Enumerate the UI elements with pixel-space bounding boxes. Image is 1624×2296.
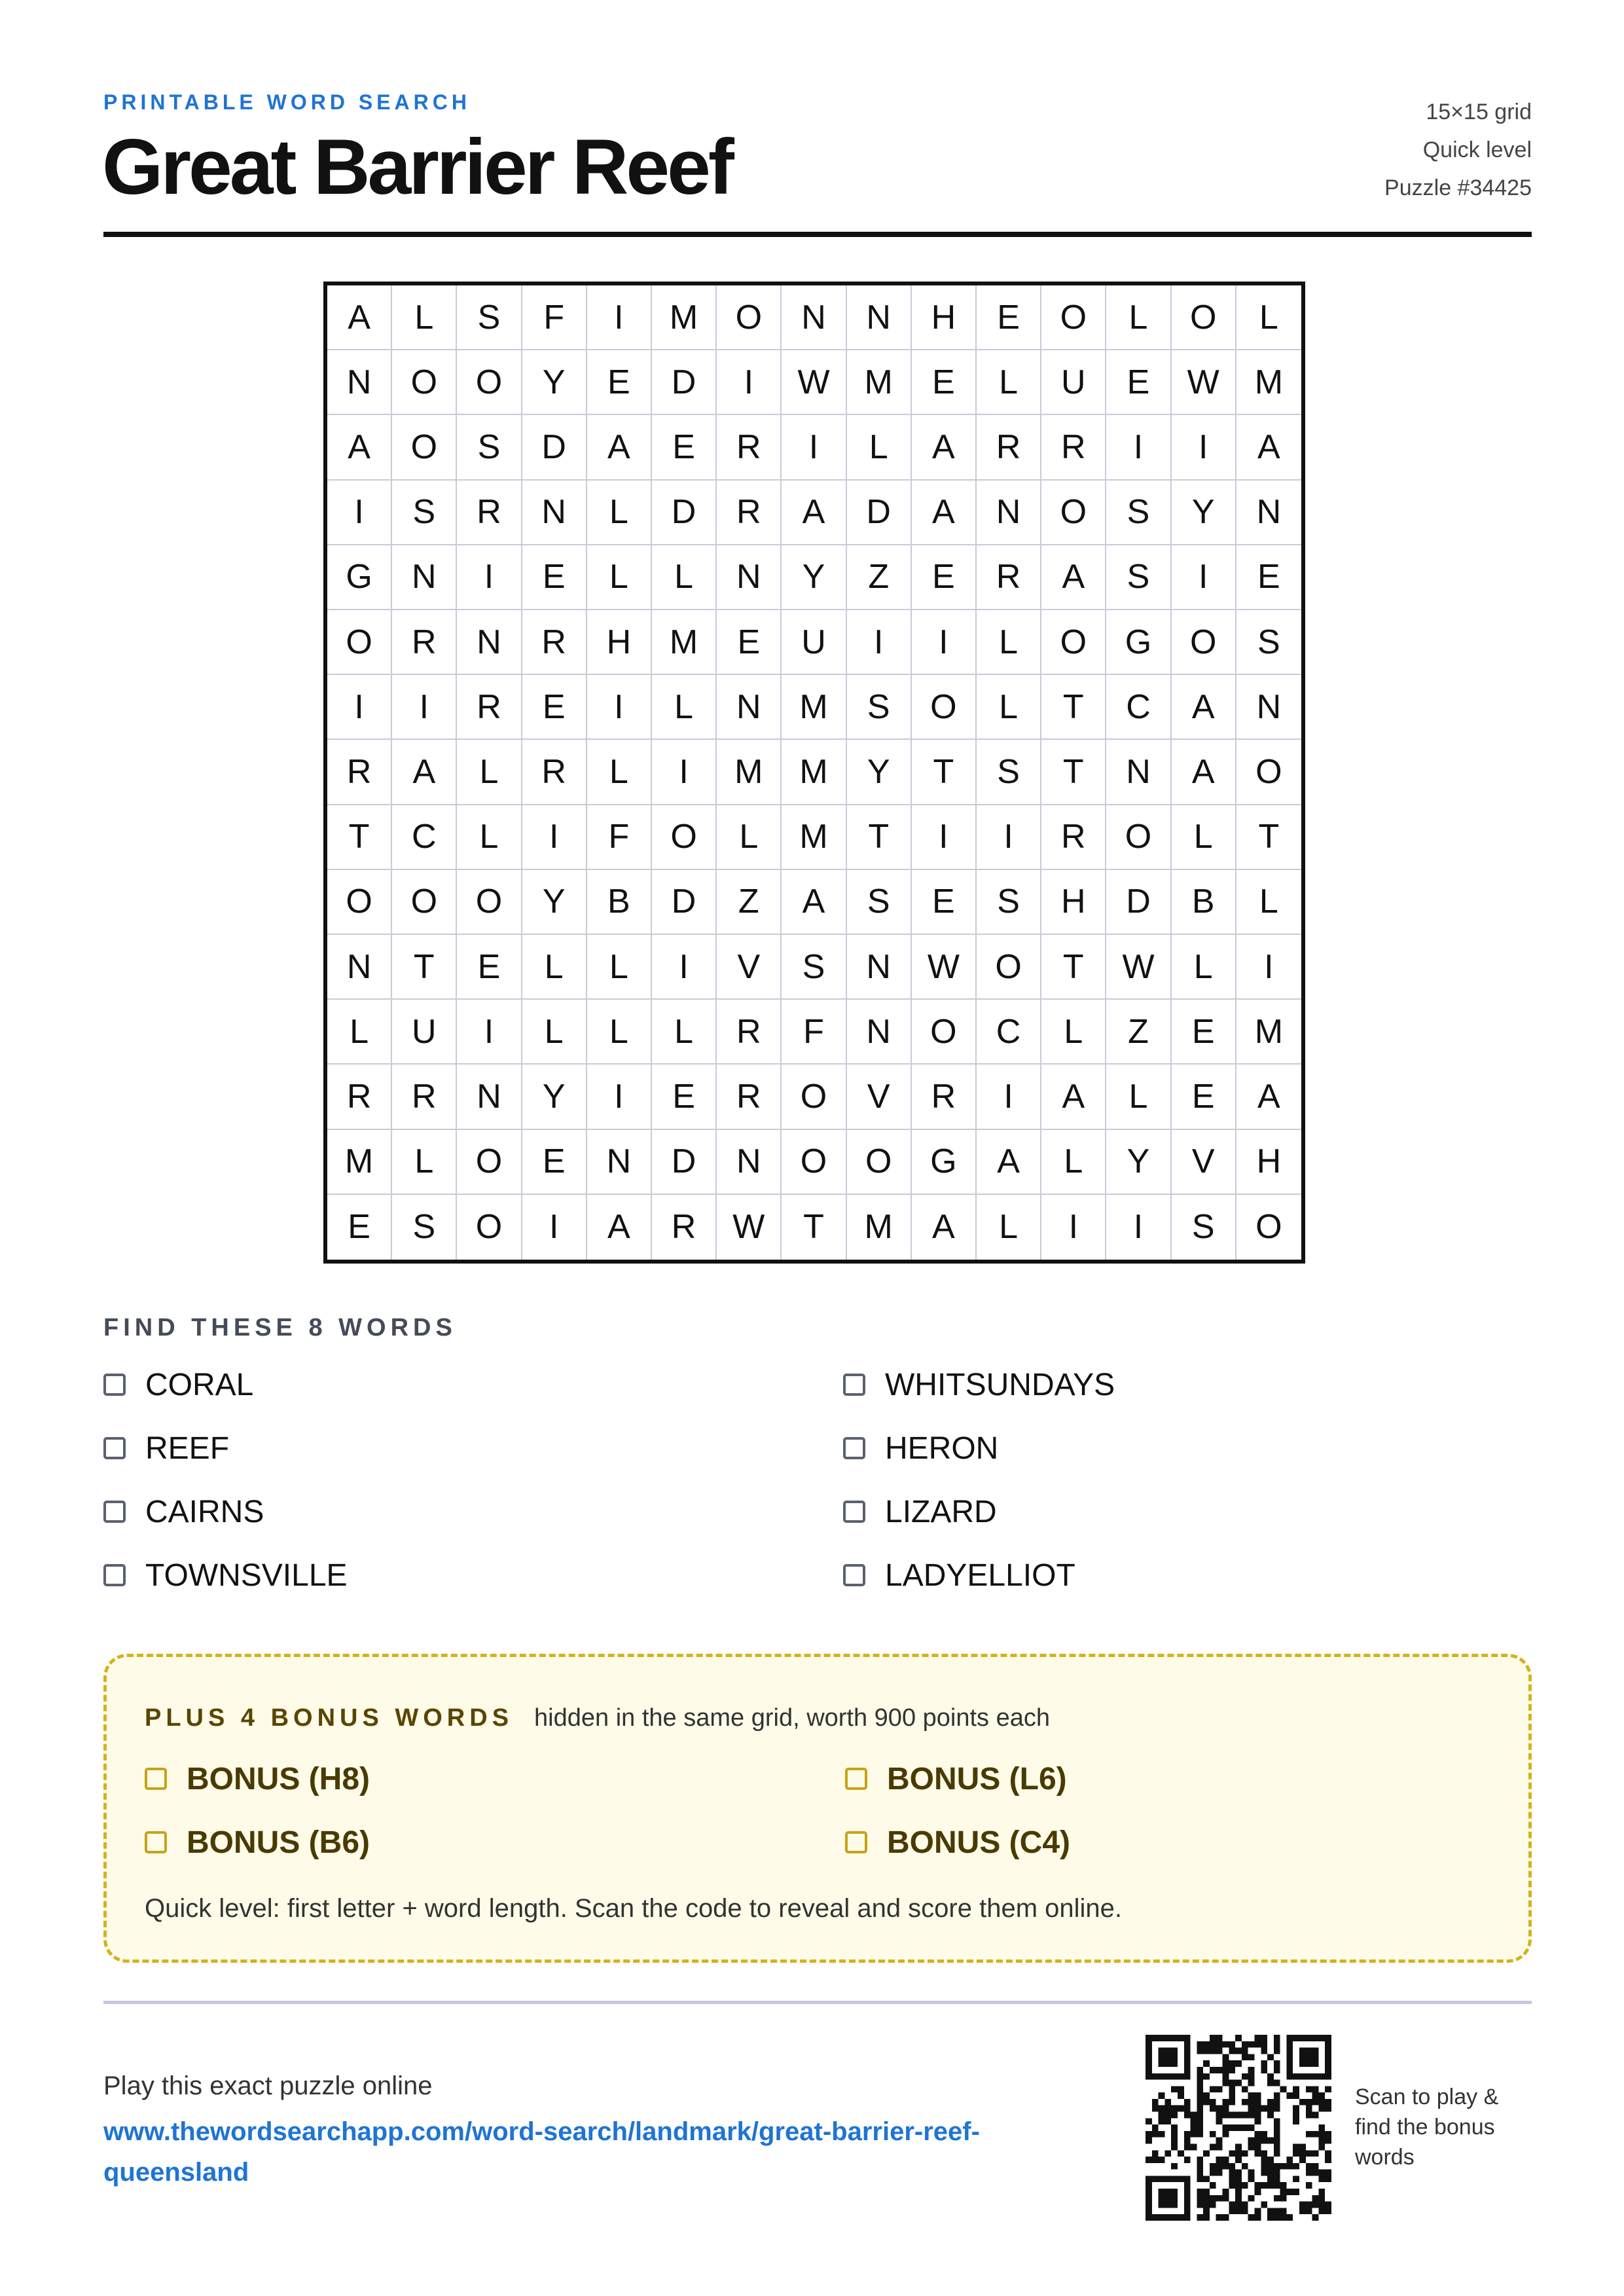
grid-cell[interactable]: E [1172, 1065, 1236, 1129]
grid-cell[interactable]: N [847, 1000, 912, 1065]
checkbox-icon[interactable] [145, 1831, 167, 1853]
grid-cell[interactable]: W [1106, 935, 1171, 1000]
grid-cell[interactable]: V [717, 935, 782, 1000]
grid-cell[interactable]: R [1041, 805, 1106, 870]
grid-cell[interactable]: L [457, 740, 522, 805]
grid-cell[interactable]: S [1106, 545, 1171, 610]
grid-cell[interactable]: F [587, 805, 652, 870]
grid-cell[interactable]: S [977, 740, 1041, 805]
grid-cell[interactable]: I [587, 285, 652, 350]
grid-cell[interactable]: E [652, 415, 717, 480]
grid-cell[interactable]: L [327, 1000, 392, 1065]
grid-cell[interactable]: I [652, 935, 717, 1000]
grid-cell[interactable]: O [457, 870, 522, 935]
grid-cell[interactable]: S [457, 285, 522, 350]
qr-code-icon[interactable] [1146, 2035, 1331, 2221]
word-item-ladyelliot[interactable] [843, 1556, 1532, 1595]
grid-cell[interactable]: Y [782, 545, 846, 610]
grid-cell[interactable]: Z [1106, 1000, 1171, 1065]
grid-cell[interactable]: M [782, 805, 846, 870]
grid-cell[interactable]: I [847, 610, 912, 675]
grid-cell[interactable]: I [522, 1195, 587, 1260]
grid-cell[interactable]: A [1172, 740, 1236, 805]
footer-label: Play this exact puzzle online [103, 2071, 433, 2100]
grid-cell[interactable]: I [1236, 935, 1301, 1000]
grid-cell[interactable]: A [1236, 415, 1301, 480]
grid-cell[interactable]: T [1041, 740, 1106, 805]
grid-cell[interactable]: N [522, 481, 587, 545]
grid-cell[interactable]: M [782, 675, 846, 740]
grid-cell[interactable]: T [847, 805, 912, 870]
grid-cell[interactable]: E [522, 545, 587, 610]
grid-cell[interactable]: A [782, 870, 846, 935]
grid-cell[interactable]: O [392, 415, 457, 480]
grid-cell[interactable]: E [522, 675, 587, 740]
grid-cell[interactable]: B [1172, 870, 1236, 935]
grid-cell[interactable]: Y [522, 350, 587, 415]
grid-cell[interactable]: I [457, 545, 522, 610]
grid-cell[interactable]: O [977, 935, 1041, 1000]
grid-cell[interactable]: O [392, 870, 457, 935]
bonus-item-c4[interactable] [845, 1823, 1493, 1862]
grid-cell[interactable]: L [652, 545, 717, 610]
word-label: TOWNSVILLE [145, 1558, 348, 1593]
grid-cell[interactable]: R [522, 740, 587, 805]
grid-cell[interactable]: S [392, 481, 457, 545]
grid-cell[interactable]: O [1041, 610, 1106, 675]
grid-cell[interactable]: H [912, 285, 977, 350]
grid-cell[interactable]: A [1041, 545, 1106, 610]
grid-cell[interactable]: A [1041, 1065, 1106, 1129]
grid-cell[interactable]: M [847, 1195, 912, 1260]
grid-cell[interactable]: U [782, 610, 846, 675]
grid-cell[interactable]: L [652, 1000, 717, 1065]
grid-cell[interactable]: G [912, 1130, 977, 1195]
word-item-whitsundays[interactable] [843, 1365, 1532, 1404]
grid-cell[interactable]: R [522, 610, 587, 675]
grid-cell[interactable]: T [1236, 805, 1301, 870]
grid-cell[interactable]: H [587, 610, 652, 675]
grid-cell[interactable]: M [1236, 1000, 1301, 1065]
grid-cell[interactable]: R [327, 740, 392, 805]
grid-cell[interactable]: I [392, 675, 457, 740]
grid-cell[interactable]: D [652, 870, 717, 935]
grid-cell[interactable]: I [1106, 1195, 1171, 1260]
grid-cell[interactable]: I [782, 415, 846, 480]
grid-cell[interactable]: S [1172, 1195, 1236, 1260]
grid-cell[interactable]: D [522, 415, 587, 480]
grid-cell[interactable]: E [1236, 545, 1301, 610]
bonus-word-list [145, 1759, 1493, 1886]
word-label: LIZARD [885, 1494, 997, 1529]
grid-cell[interactable]: T [327, 805, 392, 870]
grid-cell[interactable]: S [782, 935, 846, 1000]
header-divider [103, 232, 1532, 237]
grid-cell[interactable]: Y [1172, 481, 1236, 545]
grid-cell[interactable]: N [717, 1130, 782, 1195]
word-item-reef[interactable] [103, 1429, 843, 1468]
grid-cell[interactable]: A [392, 740, 457, 805]
grid-cell[interactable]: F [782, 1000, 846, 1065]
grid-cell[interactable]: O [327, 870, 392, 935]
bonus-item-l6[interactable] [845, 1759, 1493, 1798]
grid-cell[interactable]: S [392, 1195, 457, 1260]
grid-cell[interactable]: L [587, 545, 652, 610]
grid-cell[interactable]: R [457, 675, 522, 740]
checkbox-icon[interactable] [845, 1831, 867, 1853]
grid-cell[interactable]: I [912, 805, 977, 870]
grid-cell[interactable]: C [977, 1000, 1041, 1065]
grid-cell[interactable]: R [717, 1065, 782, 1129]
grid-cell[interactable]: L [977, 350, 1041, 415]
grid-cell[interactable]: L [392, 285, 457, 350]
grid-cell[interactable]: M [1236, 350, 1301, 415]
word-list-heading: FIND THESE 8 WORDS [103, 1314, 457, 1341]
word-label: HERON [885, 1430, 999, 1466]
grid-cell[interactable]: N [1236, 481, 1301, 545]
grid-cell[interactable]: I [717, 350, 782, 415]
grid-cell[interactable]: O [1041, 285, 1106, 350]
grid-cell[interactable]: S [977, 870, 1041, 935]
grid-cell[interactable]: L [717, 805, 782, 870]
grid-cell[interactable]: R [1041, 415, 1106, 480]
grid-cell[interactable]: O [912, 1000, 977, 1065]
word-label: LADYELLIOT [885, 1558, 1075, 1593]
grid-cell[interactable]: D [652, 1130, 717, 1195]
grid-cell[interactable]: E [327, 1195, 392, 1260]
grid-cell[interactable]: L [587, 935, 652, 1000]
difficulty-level: Quick level [1422, 137, 1532, 162]
grid-cell[interactable]: O [652, 805, 717, 870]
grid-cell[interactable]: L [1041, 1130, 1106, 1195]
word-label: WHITSUNDAYS [885, 1367, 1115, 1402]
grid-cell[interactable]: O [847, 1130, 912, 1195]
grid-cell[interactable]: L [587, 1000, 652, 1065]
grid-cell[interactable]: E [1172, 1000, 1236, 1065]
grid-cell[interactable]: N [847, 285, 912, 350]
checkbox-icon[interactable] [103, 1374, 126, 1396]
grid-cell[interactable]: S [1106, 481, 1171, 545]
grid-cell[interactable]: I [977, 1065, 1041, 1129]
grid-cell[interactable]: O [392, 350, 457, 415]
grid-cell[interactable]: L [1236, 870, 1301, 935]
grid-cell[interactable]: E [717, 610, 782, 675]
grid-cell[interactable]: T [912, 740, 977, 805]
grid-cell[interactable]: L [977, 610, 1041, 675]
grid-cell[interactable]: Y [847, 740, 912, 805]
bonus-subtitle: hidden in the same grid, worth 900 points each [534, 1704, 1050, 1732]
grid-cell[interactable]: E [522, 1130, 587, 1195]
grid-cell[interactable]: H [1236, 1130, 1301, 1195]
checkbox-icon[interactable] [845, 1768, 867, 1790]
grid-cell[interactable]: A [1236, 1065, 1301, 1129]
grid-cell[interactable]: A [782, 481, 846, 545]
grid-cell[interactable]: N [1106, 740, 1171, 805]
puzzle-url-link[interactable]: www.thewordsearchapp.com/word-search/landmark/great-barrier-reef-queensland [103, 2117, 980, 2187]
grid-cell[interactable]: O [457, 1195, 522, 1260]
grid-cell[interactable]: L [1106, 285, 1171, 350]
bonus-item-b6[interactable] [145, 1823, 845, 1862]
grid-cell[interactable]: R [977, 545, 1041, 610]
grid-cell[interactable]: L [1236, 285, 1301, 350]
grid-cell[interactable]: O [457, 350, 522, 415]
checkbox-icon[interactable] [843, 1564, 865, 1586]
grid-cell[interactable]: N [1236, 675, 1301, 740]
checkbox-icon[interactable] [843, 1374, 865, 1396]
grid-cell[interactable]: N [327, 350, 392, 415]
grid-cell[interactable]: I [327, 675, 392, 740]
grid-cell[interactable]: G [327, 545, 392, 610]
grid-cell[interactable]: F [522, 285, 587, 350]
grid-cell[interactable]: S [847, 675, 912, 740]
letter-grid [323, 282, 1305, 1264]
grid-cell[interactable]: W [1172, 350, 1236, 415]
grid-cell[interactable]: O [1172, 285, 1236, 350]
grid-cell[interactable]: L [1172, 935, 1236, 1000]
bonus-note: Quick level: first letter + word length. Scan the code to reveal and score them online. [145, 1894, 1123, 1923]
grid-cell[interactable]: O [1255, 1208, 1282, 1247]
grid-cell[interactable]: S [457, 415, 522, 480]
grid-cell[interactable]: N [847, 935, 912, 1000]
word-list [103, 1365, 1532, 1619]
grid-cell[interactable]: O [1041, 481, 1106, 545]
grid-cell[interactable]: I [977, 805, 1041, 870]
grid-cell[interactable]: E [652, 1065, 717, 1129]
grid-cell[interactable]: N [977, 481, 1041, 545]
grid-cell[interactable]: I [912, 610, 977, 675]
eyebrow-label: PRINTABLE WORD SEARCH [103, 90, 471, 114]
checkbox-icon[interactable] [843, 1501, 865, 1523]
grid-cell[interactable]: E [977, 285, 1041, 350]
grid-cell[interactable]: L [522, 1000, 587, 1065]
grid-cell[interactable]: R [717, 481, 782, 545]
grid-cell[interactable]: O [1172, 610, 1236, 675]
grid-cell[interactable]: L [587, 740, 652, 805]
grid-cell[interactable]: T [1041, 675, 1106, 740]
grid-cell[interactable]: O [717, 285, 782, 350]
grid-cell[interactable]: S [1236, 610, 1301, 675]
grid-cell[interactable]: N [717, 545, 782, 610]
grid-cell[interactable]: R [717, 415, 782, 480]
grid-cell[interactable]: L [457, 805, 522, 870]
grid-cell[interactable]: A [912, 415, 977, 480]
bonus-title: PLUS 4 BONUS WORDS [145, 1704, 514, 1732]
grid-cell[interactable]: Y [1106, 1130, 1171, 1195]
grid-cell[interactable]: E [912, 870, 977, 935]
checkbox-icon[interactable] [103, 1501, 126, 1523]
grid-cell[interactable]: L [847, 415, 912, 480]
grid-cell[interactable]: I [587, 1065, 652, 1129]
checkbox-icon[interactable] [103, 1437, 126, 1459]
checkbox-icon[interactable] [145, 1768, 167, 1790]
grid-cell[interactable]: L [977, 1195, 1041, 1260]
word-label: CORAL [145, 1367, 254, 1402]
grid-cell[interactable]: A [977, 1130, 1041, 1195]
bonus-label: BONUS (L6) [887, 1761, 1067, 1796]
grid-cell[interactable]: O [1106, 805, 1171, 870]
grid-cell[interactable]: I [652, 740, 717, 805]
qr-caption: Scan to play & find the bonus words [1355, 2085, 1499, 2170]
grid-cell[interactable]: R [652, 1195, 717, 1260]
grid-cell[interactable]: L [1106, 1065, 1171, 1129]
grid-cell[interactable]: V [847, 1065, 912, 1129]
grid-cell[interactable]: N [457, 1065, 522, 1129]
grid-cell[interactable]: R [392, 1065, 457, 1129]
grid-cell[interactable]: N [327, 935, 392, 1000]
puzzle-number: Puzzle #34425 [1384, 175, 1532, 200]
grid-cell[interactable]: E [457, 935, 522, 1000]
grid-cell[interactable]: R [457, 481, 522, 545]
grid-cell[interactable]: I [457, 1000, 522, 1065]
grid-cell[interactable]: M [717, 740, 782, 805]
grid-cell[interactable]: I [1106, 415, 1171, 480]
grid-cell[interactable]: W [782, 350, 846, 415]
grid-cell[interactable]: M [652, 610, 717, 675]
bonus-header [145, 1704, 1050, 1732]
grid-cell[interactable]: I [587, 675, 652, 740]
grid-cell[interactable]: M [652, 285, 717, 350]
checkbox-icon[interactable] [843, 1437, 865, 1459]
grid-cell[interactable]: V [1172, 1130, 1236, 1195]
grid-cell[interactable]: E [1106, 350, 1171, 415]
grid-cell[interactable]: T [392, 935, 457, 1000]
grid-cell[interactable]: I [1041, 1195, 1106, 1260]
bonus-label: BONUS (H8) [187, 1761, 370, 1796]
grid-cell[interactable]: D [652, 481, 717, 545]
grid-cell[interactable]: D [847, 481, 912, 545]
word-item-lizard[interactable] [843, 1492, 1532, 1531]
word-label: REEF [145, 1430, 230, 1466]
grid-cell[interactable]: I [1172, 415, 1236, 480]
grid-cell[interactable]: R [392, 610, 457, 675]
puzzle-meta [1384, 93, 1532, 207]
grid-cell[interactable]: W [717, 1195, 782, 1260]
bonus-label: BONUS (B6) [187, 1825, 370, 1860]
grid-cell[interactable]: L [977, 675, 1041, 740]
grid-cell[interactable]: D [652, 350, 717, 415]
grid-cell[interactable]: M [327, 1130, 392, 1195]
grid-cell[interactable]: L [392, 1130, 457, 1195]
grid-cell[interactable]: E [587, 350, 652, 415]
grid-cell[interactable]: O [782, 1065, 846, 1129]
checkbox-icon[interactable] [103, 1564, 126, 1586]
word-item-townsville[interactable] [103, 1556, 843, 1595]
grid-cell[interactable]: E [912, 350, 977, 415]
grid-cell[interactable]: U [392, 1000, 457, 1065]
grid-cell[interactable]: A [587, 415, 652, 480]
grid-cell[interactable]: D [1106, 870, 1171, 935]
grid-cell[interactable]: A [587, 1195, 652, 1260]
grid-cell[interactable]: Y [522, 1065, 587, 1129]
grid-cell[interactable]: S [847, 870, 912, 935]
grid-cell[interactable]: Z [717, 870, 782, 935]
grid-cell[interactable]: O [1236, 740, 1301, 805]
grid-cell[interactable]: L [1172, 805, 1236, 870]
word-item-cairns[interactable] [103, 1492, 843, 1531]
bonus-panel [103, 1654, 1532, 1963]
page-title: Great Barrier Reef [102, 123, 732, 211]
word-item-heron[interactable] [843, 1429, 1532, 1468]
grid-cell[interactable]: I [1172, 545, 1236, 610]
grid-cell[interactable]: M [847, 350, 912, 415]
grid-cell[interactable]: R [977, 415, 1041, 480]
grid-size: 15×15 grid [1426, 100, 1532, 124]
grid-cell[interactable]: B [587, 870, 652, 935]
grid-cell[interactable]: M [782, 740, 846, 805]
grid-cell[interactable]: L [587, 481, 652, 545]
grid-cell[interactable]: N [587, 1130, 652, 1195]
grid-cell[interactable]: A [1172, 675, 1236, 740]
grid-cell[interactable]: N [782, 285, 846, 350]
grid-cell[interactable]: A [327, 285, 392, 350]
grid-cell[interactable]: N [457, 610, 522, 675]
grid-cell[interactable]: R [912, 1065, 977, 1129]
grid-cell[interactable]: L [522, 935, 587, 1000]
word-label: CAIRNS [145, 1494, 264, 1529]
grid-cell[interactable]: E [912, 545, 977, 610]
bonus-item-h8[interactable] [145, 1759, 845, 1798]
grid-cell[interactable]: I [327, 481, 392, 545]
grid-cell[interactable]: O [912, 675, 977, 740]
grid-cell[interactable]: T [782, 1195, 846, 1260]
grid-cell[interactable]: Z [847, 545, 912, 610]
grid-cell[interactable]: O [327, 610, 392, 675]
grid-cell[interactable]: C [1106, 675, 1171, 740]
grid-cell[interactable]: O [457, 1130, 522, 1195]
grid-cell[interactable]: R [327, 1065, 392, 1129]
grid-cell[interactable]: R [717, 1000, 782, 1065]
grid-cell[interactable]: A [912, 481, 977, 545]
grid-cell[interactable]: I [522, 805, 587, 870]
grid-cell[interactable]: H [1041, 870, 1106, 935]
word-item-coral[interactable] [103, 1365, 843, 1404]
grid-cell[interactable]: C [392, 805, 457, 870]
grid-cell[interactable]: W [912, 935, 977, 1000]
grid-cell[interactable]: L [652, 675, 717, 740]
footer-divider [103, 2001, 1532, 2004]
grid-cell[interactable]: T [1041, 935, 1106, 1000]
grid-cell[interactable]: O [782, 1130, 846, 1195]
grid-cell[interactable]: N [717, 675, 782, 740]
grid-cell[interactable]: A [912, 1195, 977, 1260]
grid-cell[interactable]: U [1041, 350, 1106, 415]
grid-cell[interactable]: N [392, 545, 457, 610]
grid-cell[interactable]: L [1041, 1000, 1106, 1065]
grid-cell[interactable]: Y [522, 870, 587, 935]
grid-cell[interactable]: G [1106, 610, 1171, 675]
grid-cell[interactable]: A [327, 415, 392, 480]
bonus-label: BONUS (C4) [887, 1825, 1071, 1860]
